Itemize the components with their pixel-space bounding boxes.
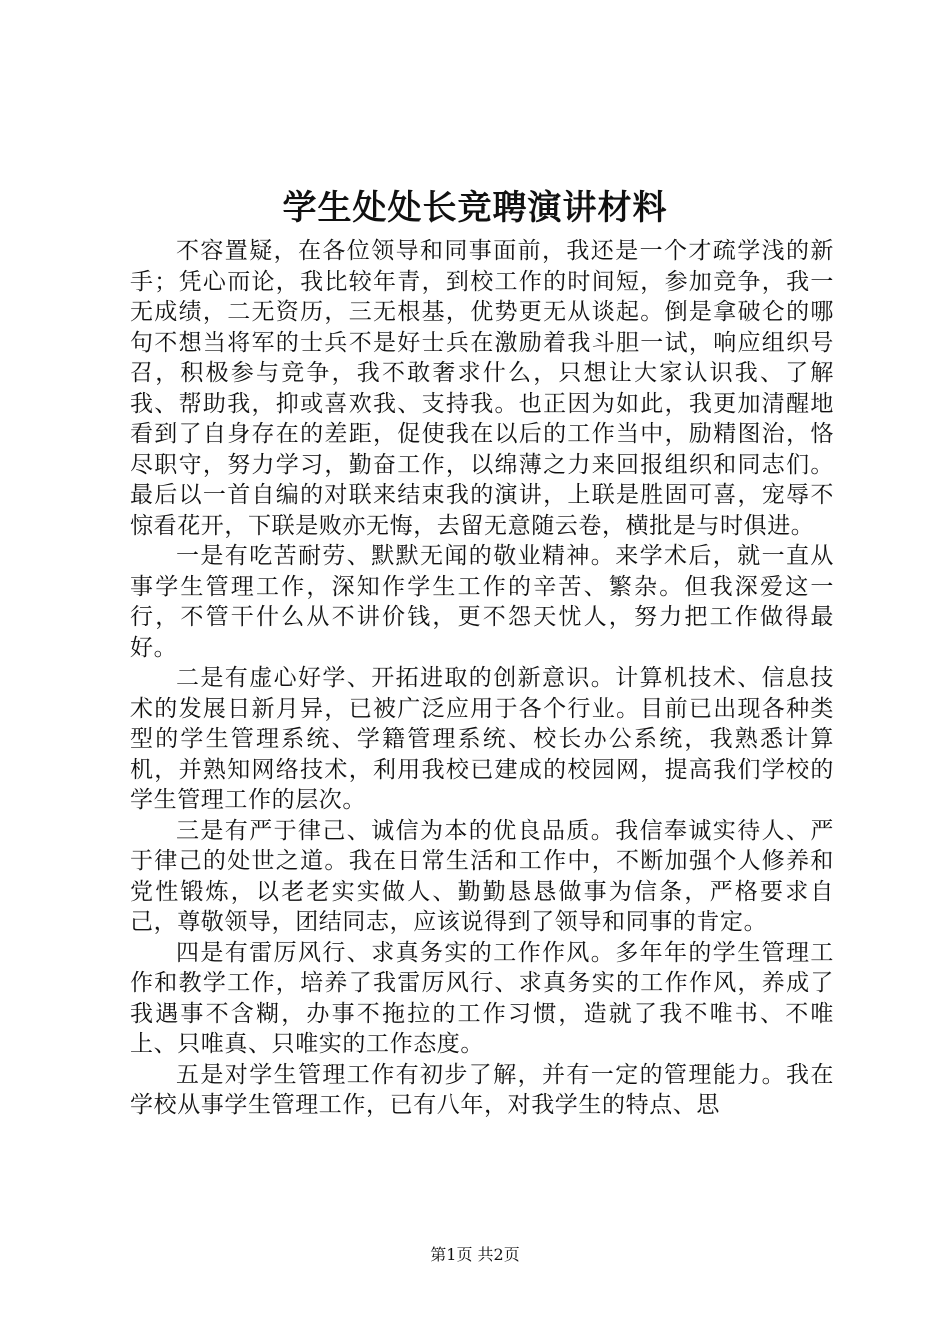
page-number-footer: 第1页 共2页 <box>430 1245 520 1264</box>
paragraph-5: 四是有雷厉风行、求真务实的工作作风。多年年的学生管理工作和教学工作，培养了我雷厉风行、求真务实的工作作风，养成了我遇事不含糊，办事不拖拉的工作习惯，造就了我不唯书、不唯上、只唯真、只唯实的工作态度。 <box>130 939 834 1057</box>
document-title: 学生处处长竞聘演讲材料 <box>282 188 668 228</box>
paragraph-1: 不容置疑，在各位领导和同事面前，我还是一个才疏学浅的新手；凭心而论，我比较年青，到校工作的时间短，参加竞争，我一无成绩，二无资历，三无根基，优势更无从谈起。倒是拿破仑的哪句不想当将军的士兵不是好士兵在激励着我斗胆一试，响应组织号召，积极参与竞争，我不敢奢求什么，只想让大家认识我、了解我、帮助我，抑或喜欢我、支持我。也正因为如此，我更加清醒地看到了自身存在的差距，促使我在以后的工作当中，励精图治，恪尽职守，努力学习，勤奋工作，以绵薄之力来回报组织和同志们。最后以一首自编的对联来结束我的演讲，上联是胜固可喜，宠辱不惊看花开，下联是败亦无悔，去留无意随云卷，横批是与时俱进。 <box>130 238 834 539</box>
paragraph-4: 三是有严于律己、诚信为本的优良品质。我信奉诚实待人、严于律己的处世之道。我在日常生活和工作中，不断加强个人修养和党性锻炼，以老老实实做人、勤勤恳恳做事为信条，严格要求自己，尊敬领导，团结同志，应该说得到了领导和同事的肯定。 <box>130 817 834 935</box>
paragraph-2: 一是有吃苦耐劳、默默无闻的敬业精神。来学术后，就一直从事学生管理工作，深知作学生工作的辛苦、繁杂。但我深爱这一行，不管干什么从不讲价钱，更不怨天忧人，努力把工作做得最好。 <box>130 543 834 661</box>
paragraph-6: 五是对学生管理工作有初步了解，并有一定的管理能力。我在学校从事学生管理工作，已有八年，对我学生的特点、思 <box>130 1061 834 1118</box>
document-body <box>130 236 834 1121</box>
paragraph-3: 二是有虚心好学、开拓进取的创新意识。计算机技术、信息技术的发展日新月异，已被广泛应用于各个行业。目前已出现各种类型的学生管理系统、学籍管理系统、校长办公系统，我熟悉计算机，并熟知网络技术，利用我校已建成的校园网，提高我们学校的学生管理工作的层次。 <box>130 665 834 813</box>
